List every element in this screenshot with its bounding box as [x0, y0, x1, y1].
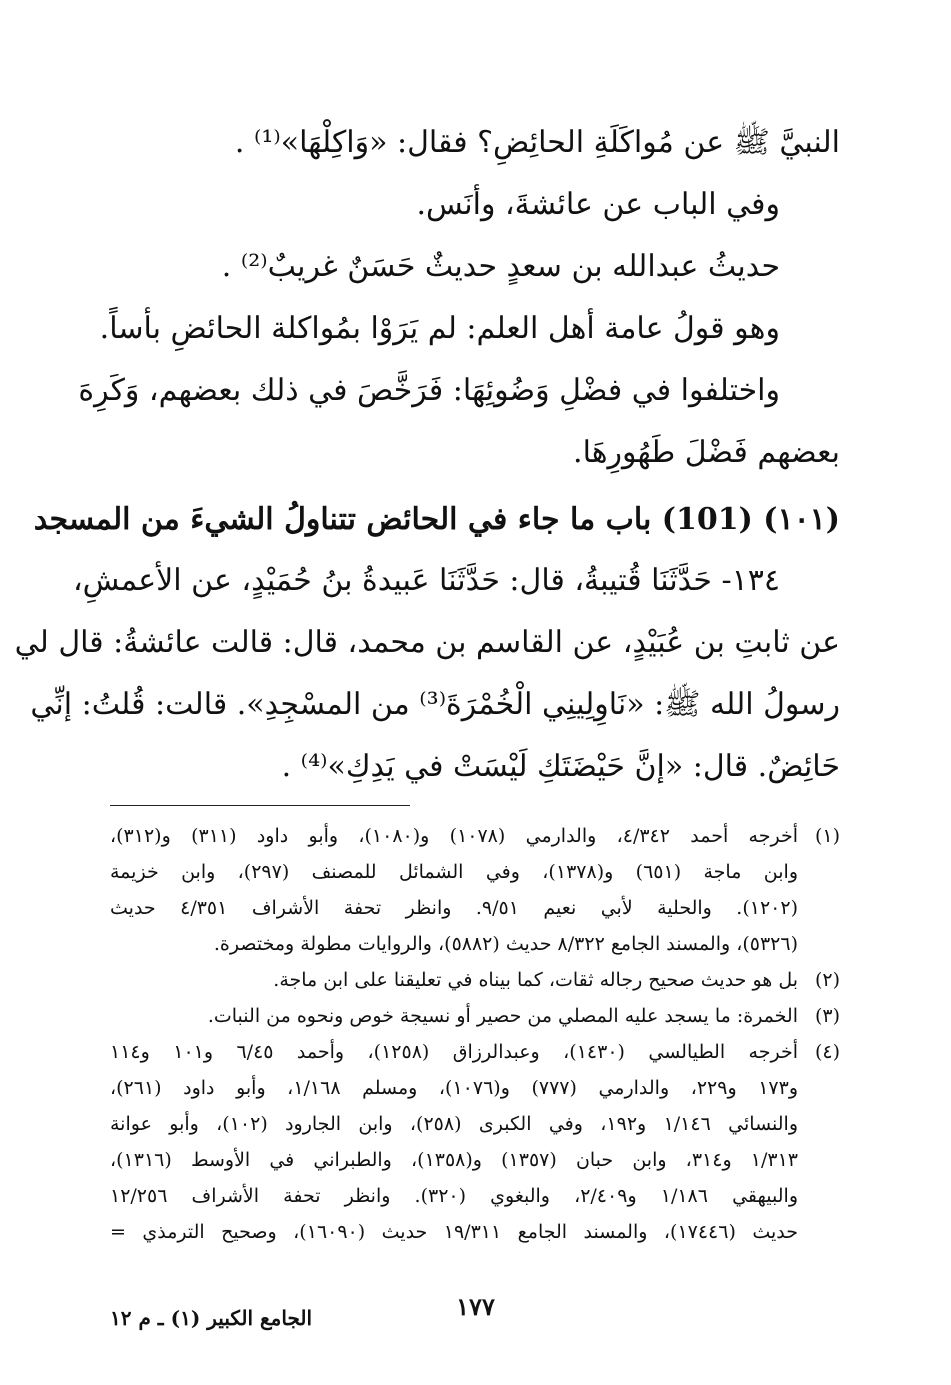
footnote-line: الخمرة: ما يسجد عليه المصلي من حصير أو نسيجة خوص ونحوه من النبات.	[207, 1005, 798, 1027]
footnote-4	[110, 1034, 840, 1250]
footnote-text	[110, 818, 798, 962]
footnote-number: (٢)	[814, 969, 840, 991]
footnote-line: وابن ماجة (٦٥١) و(١٣٧٨)، وفي الشمائل للمصنف (٢٩٧)، وابن خزيمة	[110, 861, 798, 883]
body-line-3: حديثُ عبدالله بن سعدٍ حديثٌ حَسَنٌ غريبٌ⁽²⁾ .	[221, 249, 780, 284]
hadith-line-4: حَائِضٌ. قال: «إنَّ حَيْضَتَكِ لَيْسَتْ في يَدِكِ»⁽⁴⁾ .	[281, 749, 840, 784]
footnote-text	[110, 962, 798, 998]
footnote-line: أخرجه الطيالسي (١٤٣٠)، وعبدالرزاق (١٢٥٨)، وأحمد ٦/٤٥ و١٠١ و١١٤	[110, 1041, 798, 1063]
body-line-2: وفي الباب عن عائشةَ، وأنَس.	[416, 187, 780, 222]
footnote-line: أخرجه أحمد ٤/٣٤٢، والدارمي (١٠٧٨) و(١٠٨٠)، وأبو داود (٣١١) و(٣١٢)،	[110, 825, 798, 847]
footnote-line: بل هو حديث صحيح رجاله ثقات، كما بيناه في تعليقنا على ابن ماجة.	[273, 969, 798, 991]
footnote-3	[110, 998, 840, 1034]
footnote-line: والنسائي ١/١٤٦ و١٩٢، وفي الكبرى (٢٥٨)، وابن الجارود (١٠٢)، وأبو عوانة	[110, 1113, 798, 1135]
main-text	[14, 112, 840, 798]
hadith-line-1: ١٣٤- حَدَّثَنَا قُتيبةُ، قال: حَدَّثَنَا عَبيدةُ بنُ حُمَيْدٍ، عن الأعمشِ،	[72, 563, 780, 598]
footnote-line: حديث (١٧٤٤٦)، والمسند الجامع ١٩/٣١١ حديث (١٦٠٩٠)، وصحيح الترمذي =	[110, 1221, 799, 1243]
running-footer: الجامع الكبير (١) ـ م ١٢	[110, 1306, 313, 1330]
hadith-line-3: رسولُ الله ﷺ: «نَاوِلِينِي الْخُمْرَةَ⁽³⁾ من المسْجِدِ». قالت: قُلتُ: إنِّي	[30, 687, 840, 722]
footnotes	[110, 818, 840, 1250]
body-line-1: النبيَّ ﷺ عن مُواكَلَةِ الحائِضِ؟ فقال: «وَاكِلْهَا»⁽¹⁾ .	[234, 125, 840, 160]
footnote-line: ١/٣١٣ و٣١٤، وابن حبان (١٣٥٧) و(١٣٥٨)، والطبراني في الأوسط (١٣١٦)،	[110, 1149, 798, 1171]
footnote-line: (٥٣٢٦)، والمسند الجامع ٨/٣٢٢ حديث (٥٨٨٢)، والروايات مطولة ومختصرة.	[213, 933, 798, 955]
footnote-text	[110, 998, 798, 1034]
footnote-2	[110, 962, 840, 998]
page-number: ١٧٧	[456, 1292, 495, 1321]
footnote-line: (١٢٠٢). والحلية لأبي نعيم ٩/٥١. وانظر تحفة الأشراف ٤/٣٥١ حديث	[110, 897, 798, 919]
hadith-line-2: عن ثابتِ بن عُبَيْدٍ، عن القاسم بن محمد، قال: قالت عائشةُ: قال لي	[14, 625, 840, 660]
footnote-number: (٣)	[814, 1005, 840, 1027]
chapter-heading: (١٠١) (101) باب ما جاء في الحائض تتناولُ الشيءَ من المسجد	[33, 502, 840, 537]
footnote-line: و١٧٣ و٢٢٩، والدارمي (٧٧٧) و(١٠٧٦)، ومسلم ١/١٦٨، وأبو داود (٢٦١)،	[110, 1077, 798, 1099]
footnote-number: (٤)	[814, 1041, 840, 1063]
body-line-4: وهو قولُ عامة أهل العلم: لم يَرَوْا بمُواكلة الحائضِ بأساً.	[99, 311, 780, 346]
body-line-6: بعضهم فَضْلَ طَهُورِهَا.	[573, 435, 840, 470]
footnote-text	[110, 1034, 798, 1250]
footnote-line: والبيهقي ١/١٨٦ و٢/٤٠٩، والبغوي (٣٢٠). وانظر تحفة الأشراف ١٢/٢٥٦	[110, 1185, 798, 1207]
footnote-separator	[110, 805, 410, 806]
footnote-1	[110, 818, 840, 962]
body-line-5: واختلفوا في فضْلِ وَضُوئِهَا: فَرَخَّصَ في ذلك بعضهم، وَكَرِهَ	[78, 373, 780, 408]
footnote-number: (١)	[814, 825, 840, 847]
